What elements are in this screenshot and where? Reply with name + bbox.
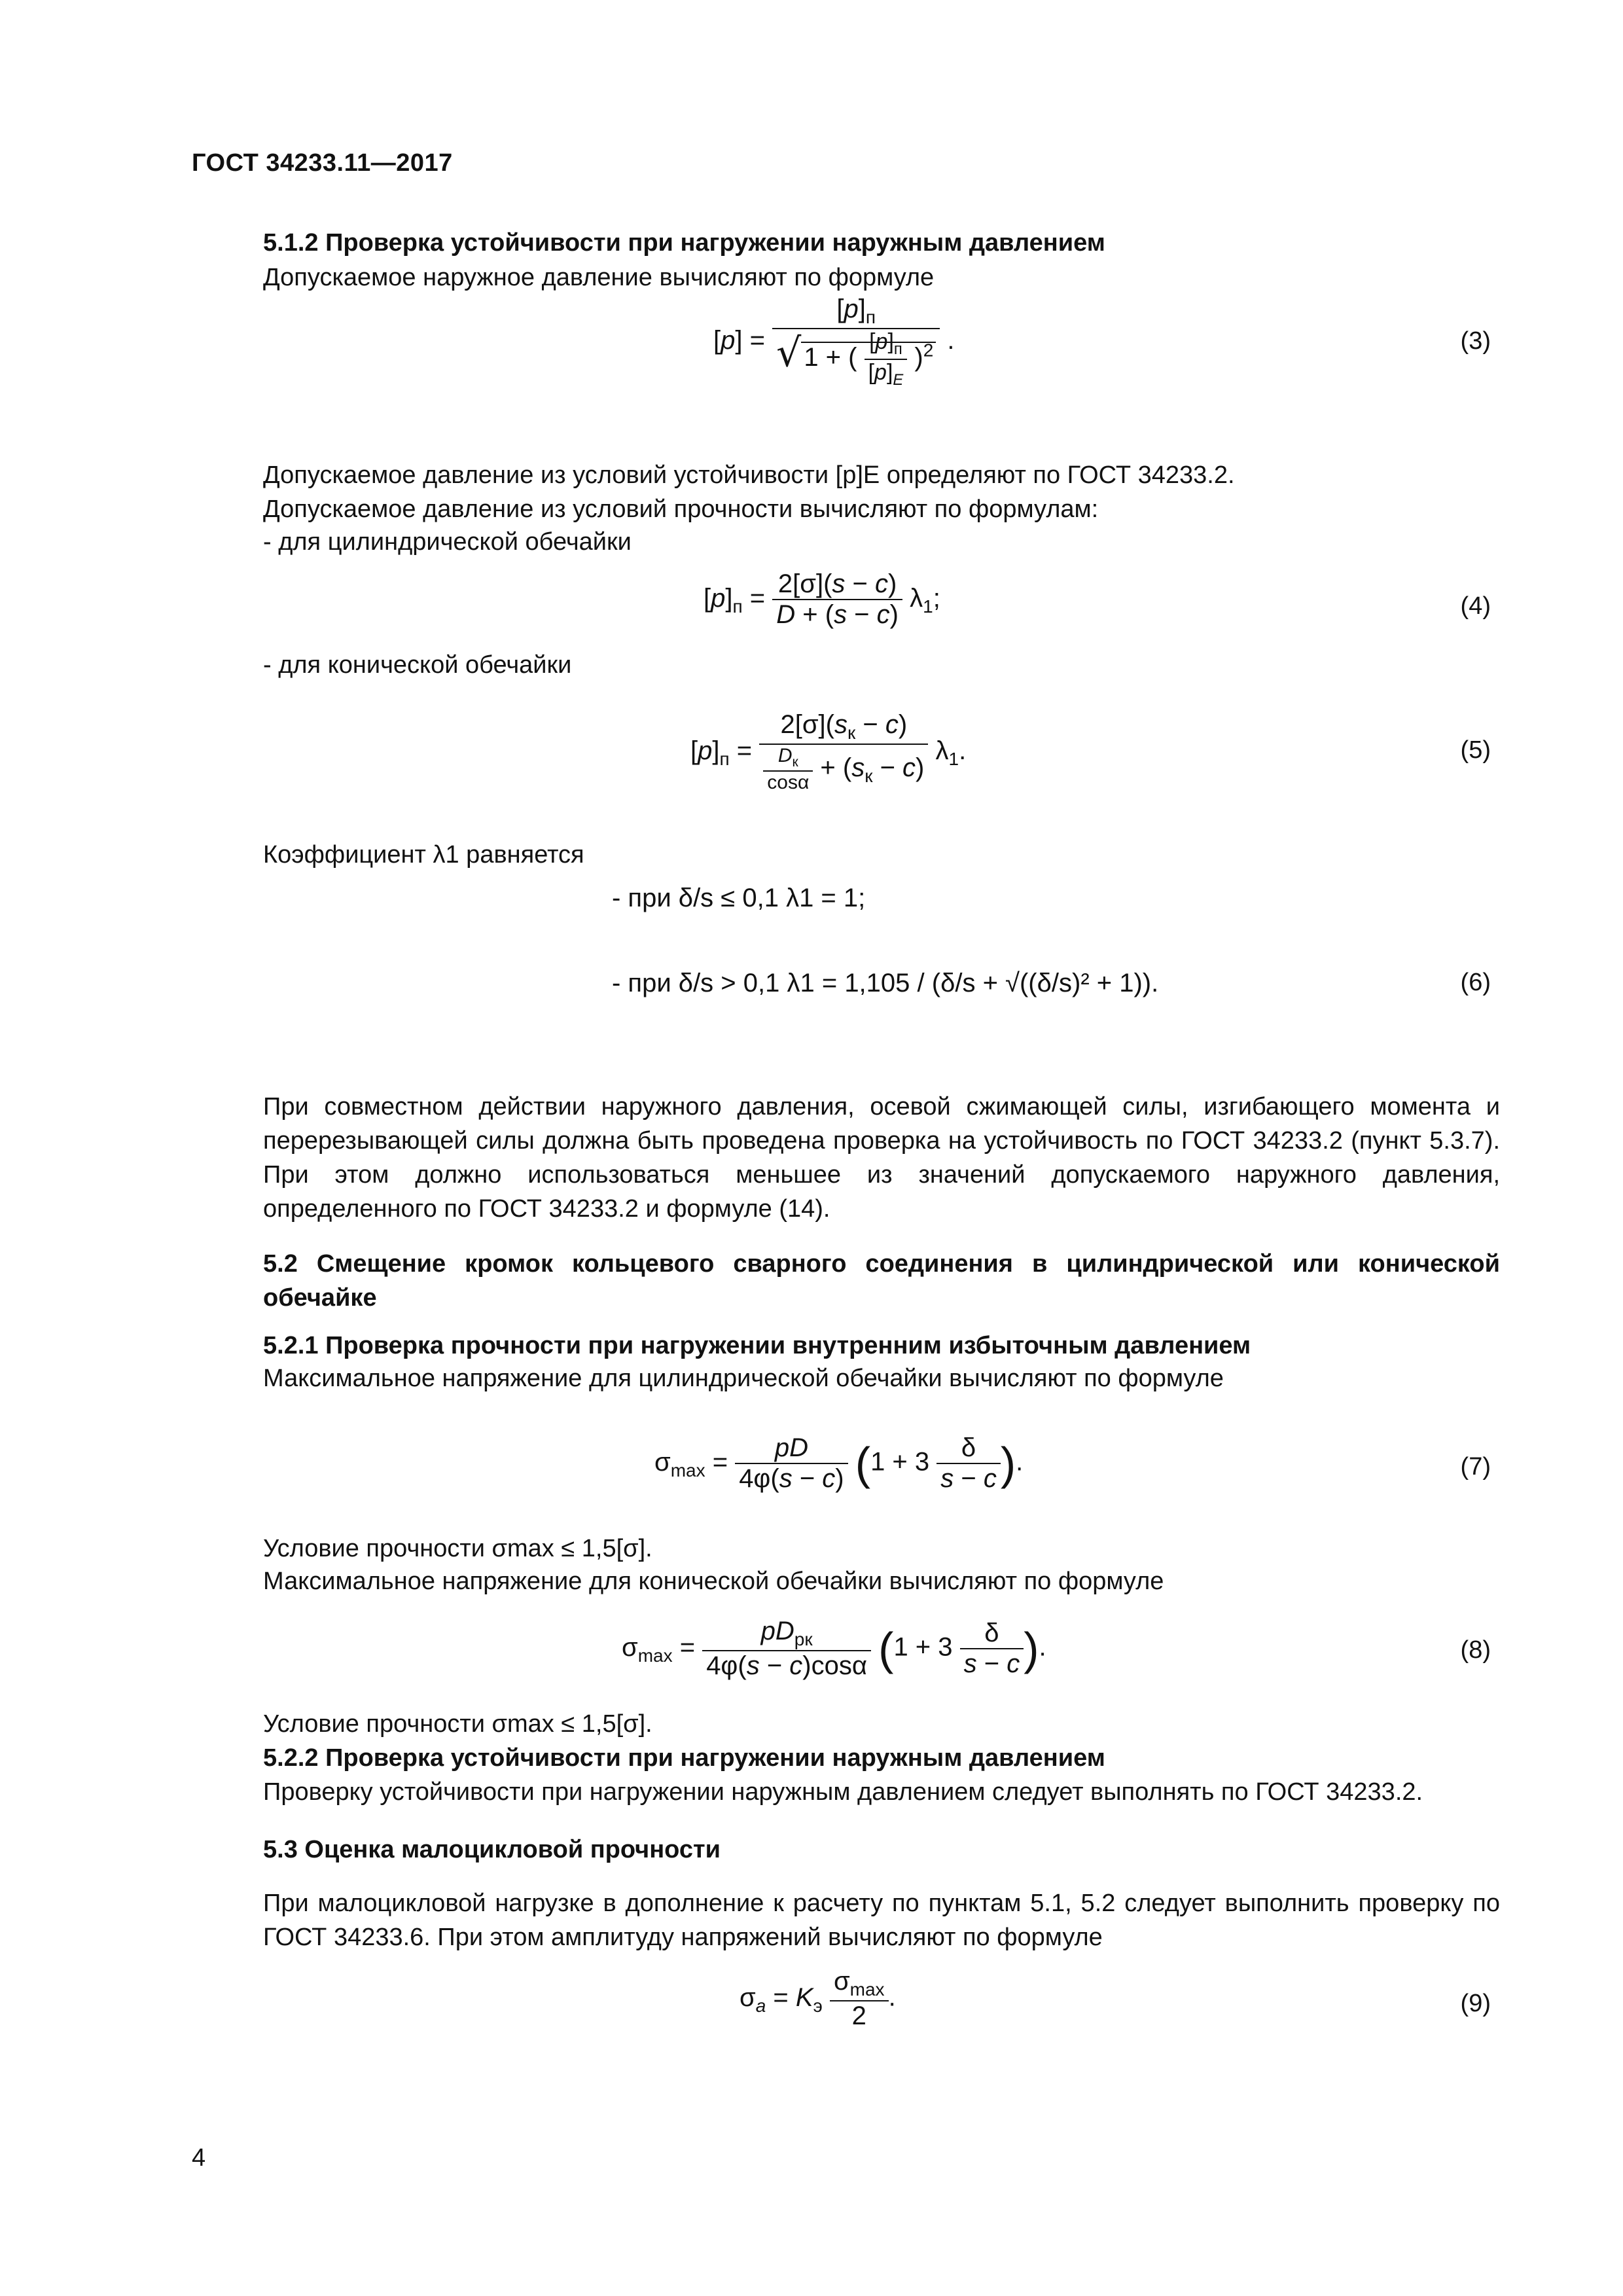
section-521-title: 5.2.1 Проверка прочности при нагружении внутренним избыточным давлением: [263, 1332, 1251, 1359]
paragraph-combined-loads: При совместном действии наружного давления, осевой сжимающей силы, изгибающего момента и перерезывающей силы должна быть проведена проверка на устойчивость по ГОСТ 34233.2 (пункт 5.3.7). При этом должно использоваться меньшее из значений допускаемого наружного давления, определенного по ГОСТ 34233.2 и формуле (14).: [263, 1093, 1500, 1223]
item-cone: - для конической обечайки: [263, 651, 572, 679]
item-cylinder: - для цилиндрической обечайки: [263, 528, 632, 556]
formula-6-case-1: - при δ/s ≤ 0,1 λ1 = 1;: [612, 884, 866, 912]
page-number: 4: [192, 2144, 206, 2172]
strength-condition-1: Условие прочности σmax ≤ 1,5[σ].: [263, 1535, 652, 1562]
formula-9: $\sigma_a = K_э$ $\frac{\sigma_{max}}{2}$ .: [740, 1967, 896, 2030]
equation-number-3: (3): [1460, 327, 1491, 355]
section-522-text: Проверку устойчивости при нагружении наружным давлением следует выполнять по ГОСТ 34233.2.: [263, 1778, 1423, 1806]
section-53-title: 5.3 Оценка малоцикловой прочности: [263, 1836, 721, 1863]
formula-4: $[p]_п$ = $\frac{2[\sigma](s - c)}{D + (s - c)}$ $\lambda_1$;: [704, 569, 940, 629]
section-521-intro: Максимальное напряжение для цилиндрической обечайки вычисляют по формуле: [263, 1365, 1224, 1392]
equation-number-4: (4): [1460, 592, 1491, 620]
equation-number-7: (7): [1460, 1453, 1491, 1480]
strength-condition-2: Условие прочности σmax ≤ 1,5[σ].: [263, 1710, 652, 1738]
section-512-intro: Допускаемое наружное давление вычисляют по формуле: [263, 264, 935, 291]
equation-number-8: (8): [1460, 1636, 1491, 1664]
formula-7: $\sigma_{max}$ = $\frac{pD}{4\varphi(s - c)}$ (1 + 3 $\frac{\delta}{s - c}$ ).: [654, 1433, 1024, 1493]
formula-6-case-2: - при δ/s > 0,1 λ1 = 1,105 / (δ/s + √((δ/s)² + 1)).: [612, 969, 1159, 997]
equation-number-9: (9): [1460, 1990, 1491, 2017]
section-52-title: 5.2 Смещение кромок кольцевого сварного соединения в цилиндрической или конической обечайке: [263, 1250, 1500, 1312]
line-strength: Допускаемое давление из условий прочности вычисляют по формулам:: [263, 495, 1099, 523]
formula-5: $[p]_п$ = $2[\sigma](s_к - c)$ $\frac{D_к}{\cos\alpha}$ + $(s_к - c)$ $\lambda_1$.: [690, 710, 967, 793]
document-header: ГОСТ 34233.11—2017: [192, 149, 453, 177]
equation-number-6: (6): [1460, 969, 1491, 996]
section-53-paragraph: При малоцикловой нагрузке в дополнение к расчету по пунктам 5.1, 5.2 следует выполнить проверку по ГОСТ 34233.6. При этом амплитуду напряжений вычисляют по формуле: [263, 1890, 1500, 1951]
equation-number-5: (5): [1460, 736, 1491, 764]
coefficient-line: Коэффициент λ1 равняется: [263, 841, 584, 869]
formula-8: $\sigma_{max}$ = $\frac{pD_{рк}}{4\varphi(s - c)\cos\alpha}$ (1 + 3 $\frac{\delta}{s - c}$ ).: [622, 1617, 1046, 1680]
section-521-intro-2: Максимальное напряжение для конической обечайки вычисляют по формуле: [263, 1568, 1164, 1595]
section-522-title: 5.2.2 Проверка устойчивости при нагружении наружным давлением: [263, 1744, 1105, 1772]
section-512-title: 5.1.2 Проверка устойчивости при нагружении наружным давлением: [263, 229, 1105, 257]
line-pe: Допускаемое давление из условий устойчивости [p]E определяют по ГОСТ 34233.2.: [263, 461, 1235, 489]
formula-3: [p] = $[p]_п$ √ 1 + ( $\frac{[p]_п}{[p]_E}$ )$^2$ .: [713, 295, 955, 389]
